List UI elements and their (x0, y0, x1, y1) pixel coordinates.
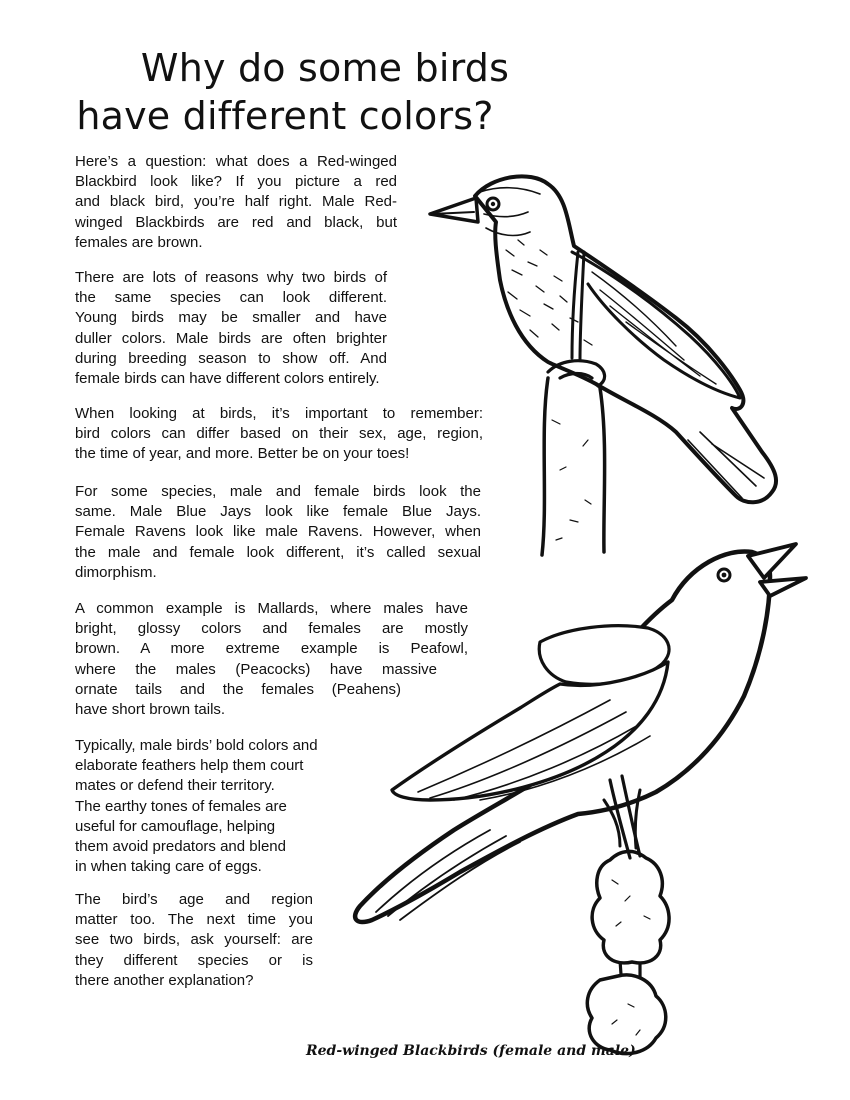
text-line: female birds can have different colors entirely. (75, 370, 380, 388)
text-line: Young birds may be smaller and have (75, 309, 387, 327)
female-eye-pupil (491, 202, 495, 206)
female-beak (430, 198, 478, 222)
text-line: A common example is Mallards, where males have (75, 600, 468, 617)
page-title-line-1: Why do some birds (140, 46, 510, 90)
text-line: mates or defend their territory. (75, 777, 275, 795)
text-line: The earthy tones of females are (75, 797, 287, 815)
text-line: the male and female look different, it’s called sexual (75, 543, 481, 561)
text-line: brown. A more extreme example is Peafowl, (75, 640, 468, 658)
illustration-caption: Red-winged Blackbirds (female and male) (306, 1043, 636, 1059)
text-line: Female Ravens look like male Ravens. However, when (75, 523, 481, 541)
text-line: during breeding season to show off. And (75, 349, 387, 367)
text-line: There are lots of reasons why two birds of (75, 269, 387, 286)
text-line: Typically, male birds’ bold colors and (75, 737, 318, 754)
text-line: same. Male Blue Jays look like female Blue Jays. (75, 503, 481, 521)
cattail-lower (587, 975, 665, 1054)
text-line: females are brown. (75, 233, 203, 251)
text-line: When looking at birds, it’s important to remember: (75, 405, 483, 422)
text-line: in when taking care of eggs. (75, 858, 262, 876)
text-line: useful for camouflage, helping (75, 817, 276, 835)
text-line: where the males (Peacocks) have massive (75, 660, 437, 678)
male-blackbird-drawing (355, 544, 806, 1054)
text-line: have short brown tails. (75, 701, 226, 719)
cattail-upper (592, 851, 669, 962)
male-eye-pupil (722, 573, 727, 578)
female-body-outline (475, 176, 776, 502)
text-line: and black bird, you’re half right. Male Red- (75, 193, 397, 211)
text-line: the time of year, and more. Better be on your toes! (75, 445, 410, 463)
text-line: For some species, male and female birds look the (75, 483, 481, 500)
text-line: see two birds, ask yourself: are (75, 931, 313, 949)
female-blackbird-drawing (430, 176, 776, 555)
text-line: them avoid predators and blend (75, 838, 286, 856)
text-line: there another explanation? (75, 971, 254, 989)
page-title-line-2: have different colors? (76, 94, 494, 138)
male-beak-lower (760, 578, 806, 596)
text-line: elaborate feathers help them court (75, 757, 304, 775)
text-line: bird colors can differ based on their sex, age, region, (75, 425, 483, 443)
text-line: bright, glossy colors and females are mostly (75, 620, 468, 638)
text-line: The bird’s age and region (75, 891, 313, 908)
text-line: duller colors. Male birds are often brighter (75, 329, 387, 347)
text-line: the same species can look different. (75, 289, 387, 307)
text-line: Here’s a question: what does a Red-winged (75, 153, 397, 170)
female-perch-branch (542, 378, 605, 555)
text-line: matter too. The next time you (75, 911, 313, 929)
text-line: Blackbird look like? If you picture a red (75, 173, 397, 191)
text-line: they different species or is (75, 951, 313, 969)
text-line: ornate tails and the females (Peahens) (75, 680, 401, 698)
text-line: dimorphism. (75, 563, 157, 581)
text-line: winged Blackbirds are red and black, but (75, 213, 397, 231)
branch-texture (552, 420, 591, 540)
